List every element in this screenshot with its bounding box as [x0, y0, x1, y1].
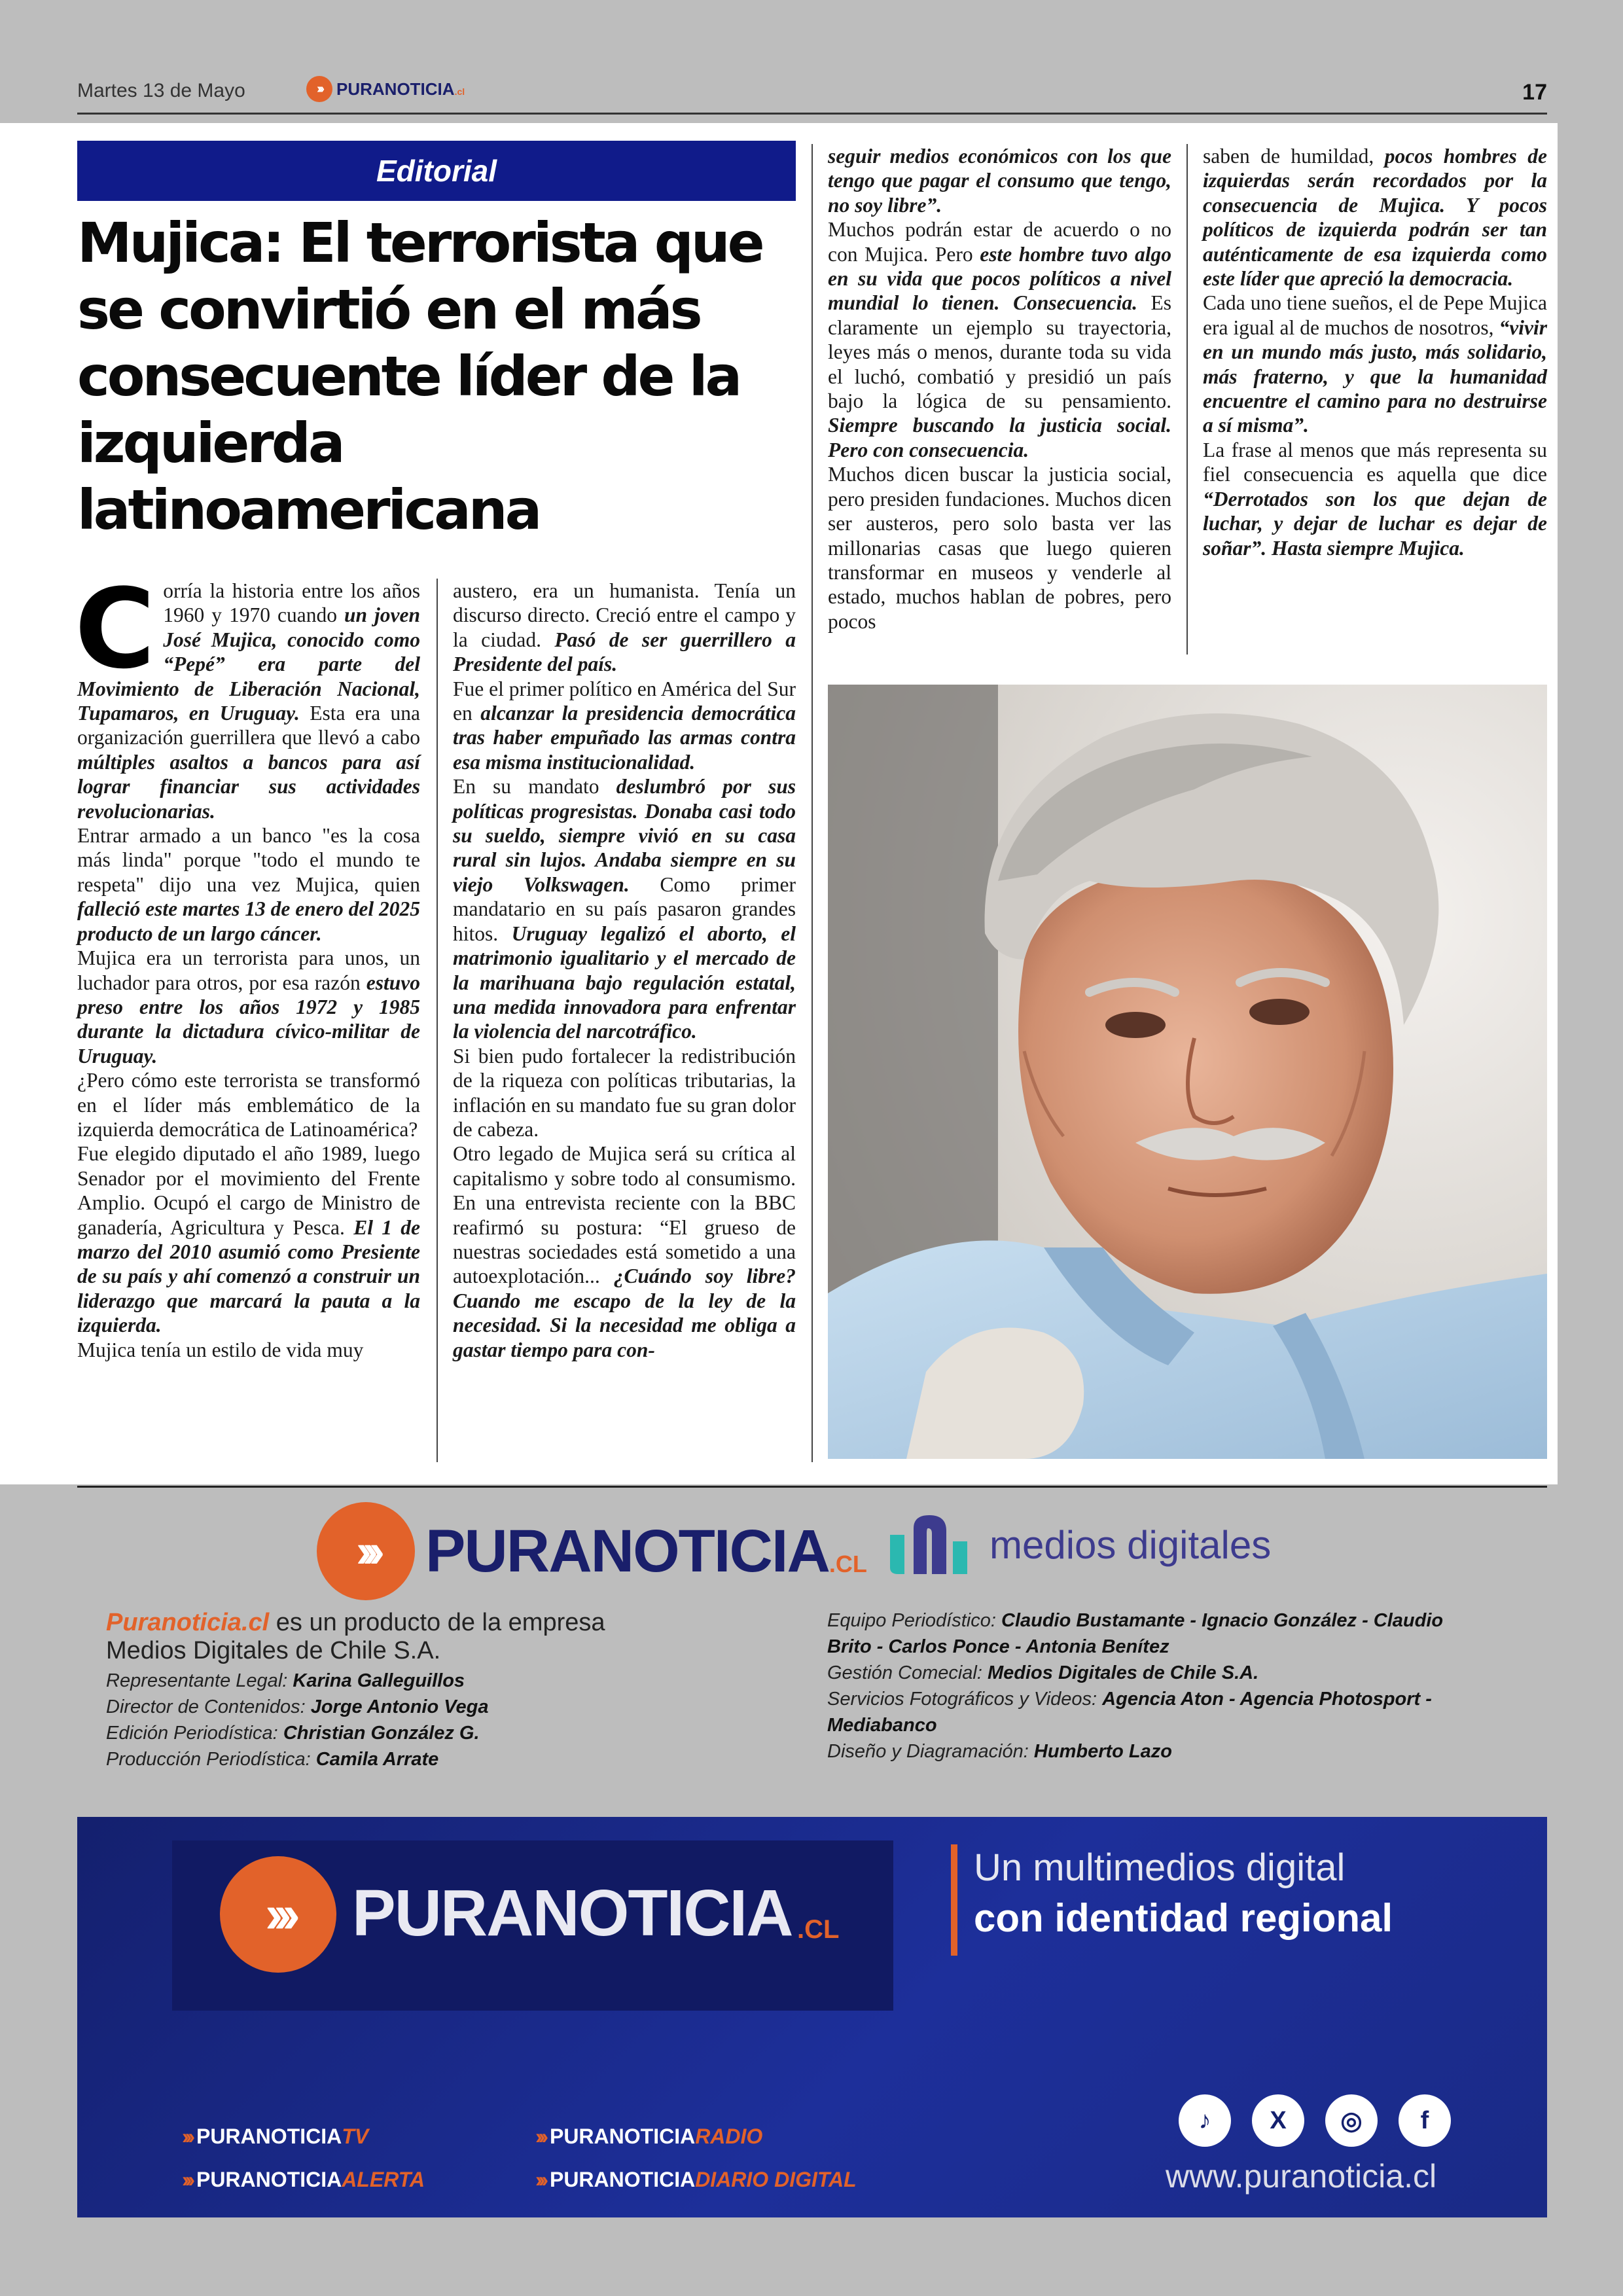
brand-logo — [317, 1502, 867, 1600]
credit-line: Gestión Comecial: Medios Digitales de Chile S.A. — [827, 1662, 1259, 1683]
facebook-icon[interactable]: f — [1399, 2094, 1451, 2147]
promo-logo-suffix: .CL — [797, 1915, 840, 1944]
credit-line: Producción Periodística: Camila Arrate — [106, 1749, 439, 1770]
article-paragraph: Corría la historia entre los años 1960 y 1970 cuando un joven José Mujica, conocido como “Pepé” era parte del Movimiento de Liberación Nacional, Tupamaros, en Uruguay. Esta era una organización guerrillera que llevó a cabo múltiples asaltos a bancos para así lograr financiar sus actividades revolucionarias. — [75, 565, 421, 823]
arrows-icon: ››› — [220, 1856, 336, 1973]
credit-line: Edición Periodística: Christian González G. — [106, 1723, 480, 1744]
drop-cap: C — [75, 565, 156, 693]
header-logo — [306, 76, 465, 102]
arrows-icon: ››› — [182, 2168, 191, 2191]
column-divider — [812, 144, 813, 1462]
tiktok-icon[interactable]: ♪ — [1179, 2094, 1231, 2147]
instagram-icon[interactable]: ◎ — [1325, 2094, 1378, 2147]
partner-logo — [883, 1509, 1271, 1581]
arrows-icon: ››› — [306, 76, 332, 102]
article-column-4 — [1203, 144, 1547, 560]
brand-logo-suffix: .CL — [829, 1551, 867, 1577]
arrows-icon: ››› — [535, 2168, 544, 2191]
article-column-1 — [75, 565, 421, 1362]
article-paragraph: Otro legado de Mujica será su crítica al capitalismo y sobre todo al consumismo. En una entrevista reciente con la BBC reafirmó su postura: “El grueso de nuestras sociedades está sometido a una autoexplotación... ¿Cuándo soy libre? Cuando me escapo de la ley de la necesidad. Si la necesidad me obliga a gastar tiempo para con- — [453, 1142, 796, 1361]
credits-right — [827, 1607, 1482, 1765]
arrows-icon: ››› — [535, 2125, 544, 2148]
article-column-2 — [453, 579, 796, 1362]
article-paragraph: Muchos podrán estar de acuerdo o no con Mujica. Pero este hombre tuvo algo en su vida que pocos políticos a nivel mundial lo tienen. Consecuencia. Es claramente un ejemplo su trayectoria, leyes más o menos, durante toda su vida el luchó, combatió y presidió un país bajo la lógica de su pensamiento. Siempre buscando la justicia social. Pero con consecuencia. — [828, 218, 1171, 461]
footer-divider — [77, 1486, 1547, 1488]
article-headline: Mujica: El terrorista que se convirtió en el más consecuente líder de la izquierda latinoamericana — [77, 211, 762, 542]
article-paragraph: La frase al menos que más representa su fiel consecuencia es aquella que dice “Derrotados son los que dejan de luchar, y dejar de luchar es dejar de soñar”. Hasta siempre Mujica. — [1203, 438, 1547, 560]
header-logo-text: PURANOTICIA — [336, 79, 455, 99]
article-paragraph: Entrar armado a un banco "es la cosa más linda" porque "todo el mundo te respeta" dijo una vez Mujica, quien falleció este martes 13 de enero del 2025 producto de un largo cáncer. — [77, 824, 421, 945]
x-icon[interactable]: X — [1252, 2094, 1304, 2147]
article-photo — [828, 685, 1547, 1459]
promo-banner — [77, 1817, 1547, 2217]
page-number: 17 — [1522, 80, 1547, 105]
brand-logo-text: PURANOTICIA — [425, 1517, 829, 1585]
credits-intro-text: es un producto de la empresa — [269, 1609, 605, 1636]
section-label: Editorial — [77, 141, 796, 201]
article-paragraph: Si bien pudo fortalecer la redistribución de la riqueza con políticas tributarias, la inflación en su mandato fue su gran dolor de cabeza. — [453, 1044, 796, 1141]
article-paragraph: Mujica tenía un estilo de vida muy — [77, 1338, 364, 1361]
header-divider — [77, 113, 1547, 115]
credit-line: Servicios Fotográficos y Videos: Agencia Aton - Agencia Photosport - Mediabanco — [827, 1689, 1432, 1736]
medios-digitales-icon — [883, 1509, 975, 1581]
article-paragraph: Mujica era un terrorista para unos, un luchador para otros, por esa razón estuvo preso entre los años 1972 y 1985 durante la dictadura cívico-militar de Uruguay. — [77, 946, 420, 1067]
article-paragraph: Cada uno tiene sueños, el de Pepe Mujica era igual al de muchos de nosotros, “vivir en un mundo más justo, más solidario, más fraterno, y que la humanidad encuentre el camino para no destruirse a sí misma”. — [1203, 291, 1547, 437]
subbrand-tv[interactable]: ››› PURANOTICIATV — [182, 2125, 369, 2148]
social-links — [1179, 2094, 1451, 2147]
article-paragraph: ¿Pero cómo este terrorista se transformó en el líder más emblemático de la izquierda democrática de Latinoamérica? — [77, 1069, 420, 1141]
column-divider — [1186, 144, 1188, 655]
promo-tagline-1: Un multimedios digital — [974, 1846, 1346, 1889]
website-url[interactable]: www.puranoticia.cl — [1166, 2158, 1437, 2195]
arrows-icon: ››› — [182, 2125, 191, 2148]
subbrand-diario-digital[interactable]: ››› PURANOTICIADIARIO DIGITAL — [535, 2168, 857, 2191]
column-divider — [437, 579, 438, 1462]
promo-logo-text: PURANOTICIA — [352, 1876, 793, 1950]
article-paragraph: Fue elegido diputado el año 1989, luego Senador por el movimiento del Frente Amplio. Ocupó el cargo de Ministro de ganadería, Agricultura y Pesca. El 1 de marzo del 2010 asumió como Presiente de su país y ahí comenzó a construir un liderazgo que marcará la pauta a la izquierda. — [77, 1142, 420, 1337]
credit-line: Equipo Periodístico: Claudio Bustamante - Ignacio González - Claudio Brito - Carlos Ponce - Antonia Benítez — [827, 1610, 1444, 1657]
article-column-3 — [828, 144, 1171, 634]
subbrand-alerta[interactable]: ››› PURANOTICIAALERTA — [182, 2168, 425, 2191]
credit-line: Director de Contenidos: Jorge Antonio Vega — [106, 1696, 489, 1717]
header-logo-suffix: .cl — [454, 86, 465, 97]
subbrand-radio[interactable]: ››› PURANOTICIARADIO — [535, 2125, 763, 2148]
credits-company: Medios Digitales de Chile S.A. — [106, 1637, 441, 1664]
article-paragraph: En su mandato deslumbró por sus políticas progresistas. Donaba casi todo su sueldo, siempre vivió en su casa rural sin lujos. Andaba siempre en su viejo Volkswagen. Como primer mandatario en su país pasaron grandes hitos. Uruguay legalizó el aborto, el matrimonio igualitario y el mercado de la marihuana bajo regulación estatal, una medida innovadora para enfrentar la violencia del narcotráfico. — [453, 775, 796, 1043]
article-paragraph: Muchos dicen buscar la justicia social, pero presiden fundaciones. Muchos dicen ser austeros, pero solo basta ver las millonarias casas que luego quieren transformar en museos y venderle al estado, muchos hablan de pobres, pero pocos — [828, 463, 1171, 633]
promo-accent-bar — [951, 1844, 957, 1956]
partner-logo-text: medios digitales — [990, 1522, 1272, 1567]
credits-brand: Puranoticia.cl — [106, 1609, 270, 1636]
article-paragraph: seguir medios económicos con los que tengo que pagar el consumo que tengo, no soy libre”. — [828, 145, 1171, 217]
credit-line: Representante Legal: Karina Galleguillos — [106, 1670, 465, 1691]
arrows-icon: ››› — [317, 1502, 415, 1600]
issue-date: Martes 13 de Mayo — [77, 80, 245, 101]
credits-intro — [106, 1609, 695, 1637]
article-paragraph: saben de humildad, pocos hombres de izquierdas serán recordados por la consecuencia de Mujica. Y pocos políticos de izquierda podrán ser tan auténticamente de esa izquierda como este líder que apreció la democracia. — [1203, 145, 1547, 291]
article-paragraph: Fue el primer político en América del Sur en alcanzar la presidencia democrática tras haber empuñado las armas contra esa misma institucionalidad. — [453, 677, 796, 774]
credit-line: Diseño y Diagramación: Humberto Lazo — [827, 1741, 1172, 1762]
promo-tagline-2: con identidad regional — [974, 1896, 1393, 1940]
credits-left — [106, 1609, 695, 1772]
article-paragraph: austero, era un humanista. Tenía un discurso directo. Creció entre el campo y la ciudad. Pasó de ser guerrillero a Presidente del país. — [453, 579, 796, 676]
